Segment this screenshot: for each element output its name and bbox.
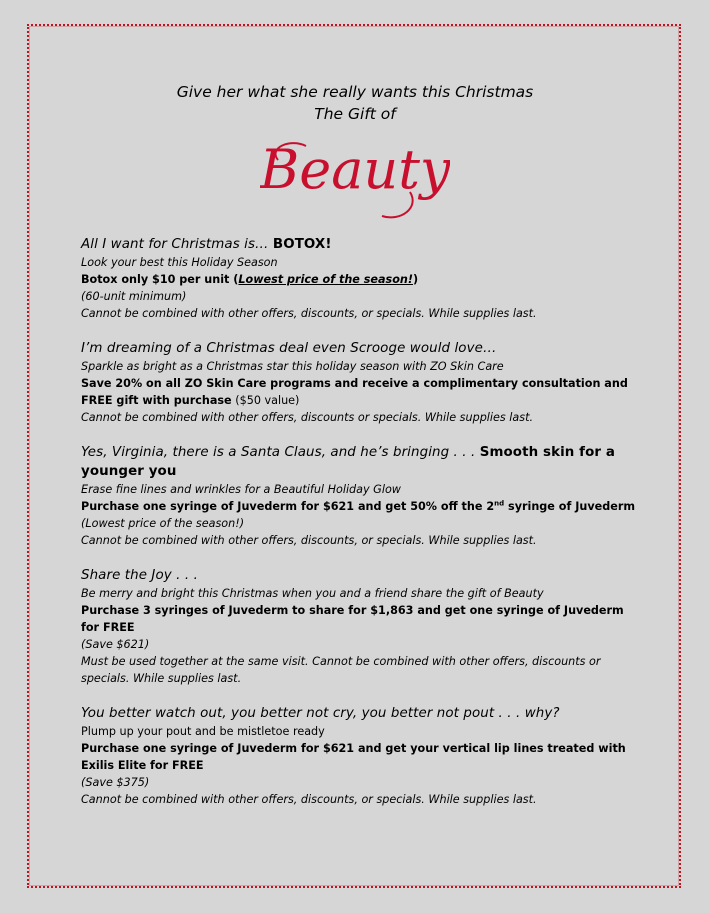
offer-tagline: Plump up your pout and be mistletoe ready bbox=[81, 725, 325, 738]
offer-disclaimer: Must be used together at the same visit. Cannot be combined with other offers, discounts or specials. While supplies last. bbox=[81, 655, 601, 685]
offer-savings: (Save $375) bbox=[81, 776, 150, 789]
offer-tagline: Erase fine lines and wrinkles for a Beautiful Holiday Glow bbox=[81, 483, 401, 496]
offer-title: All I want for Christmas is… BOTOX! bbox=[81, 237, 332, 252]
header-tagline: Give her what she really wants this Christmas bbox=[176, 83, 534, 101]
offer-juvederm-second-syringe bbox=[81, 443, 641, 549]
offer-title: I’m dreaming of a Christmas deal even Scrooge would love… bbox=[81, 341, 497, 356]
offer-title: You better watch out, you better not cry, you better not pout . . . why? bbox=[81, 706, 560, 721]
offers-list bbox=[81, 235, 641, 825]
offer-savings: (Save $621) bbox=[81, 638, 150, 651]
offer-disclaimer: Cannot be combined with other offers, discounts, or specials. While supplies last. bbox=[81, 534, 537, 547]
offer-tagline: Sparkle as bright as a Christmas star this holiday season with ZO Skin Care bbox=[81, 360, 504, 373]
offer-lip-lines bbox=[81, 704, 641, 808]
offer-deal: Purchase one syringe of Juvederm for $621 and get your vertical lip lines treated with Exilis Elite for FREE bbox=[81, 742, 626, 772]
offer-deal: Purchase one syringe of Juvederm for $621 and get 50% off the 2nd syringe of Juvederm bbox=[81, 499, 636, 513]
beauty-script-word: Beauty bbox=[260, 138, 450, 201]
offer-share-the-joy bbox=[81, 566, 641, 687]
offer-tagline: Look your best this Holiday Season bbox=[81, 256, 278, 269]
offer-deal: Purchase 3 syringes of Juvederm to share for $1,863 and get one syringe of Juvederm for FREE bbox=[81, 604, 624, 634]
beauty-script-logo bbox=[260, 130, 450, 225]
offer-botox bbox=[81, 235, 641, 322]
offer-zo-skin-care bbox=[81, 339, 641, 426]
offer-disclaimer: Cannot be combined with other offers, discounts or specials. While supplies last. bbox=[81, 411, 534, 424]
header-gift-of: The Gift of bbox=[314, 105, 396, 123]
offer-disclaimer: Cannot be combined with other offers, discounts, or specials. While supplies last. bbox=[81, 307, 537, 320]
offer-title: Yes, Virginia, there is a Santa Claus, and he’s bringing . . . Smooth skin for a younger you bbox=[81, 445, 615, 479]
offer-disclaimer: Cannot be combined with other offers, discounts, or specials. While supplies last. bbox=[81, 793, 537, 806]
offer-deal: Botox only $10 per unit (Lowest price of the season!) bbox=[81, 273, 419, 286]
offer-deal: Save 20% on all ZO Skin Care programs and receive a complimentary consultation and FREE gift with purchase ($50 value) bbox=[81, 377, 628, 407]
offer-tagline: Be merry and bright this Christmas when you and a friend share the gift of Beauty bbox=[81, 587, 544, 600]
offer-title: Share the Joy . . . bbox=[81, 568, 198, 583]
offer-note: (Lowest price of the season!) bbox=[81, 517, 245, 530]
offer-detail: (60-unit minimum) bbox=[81, 290, 187, 303]
